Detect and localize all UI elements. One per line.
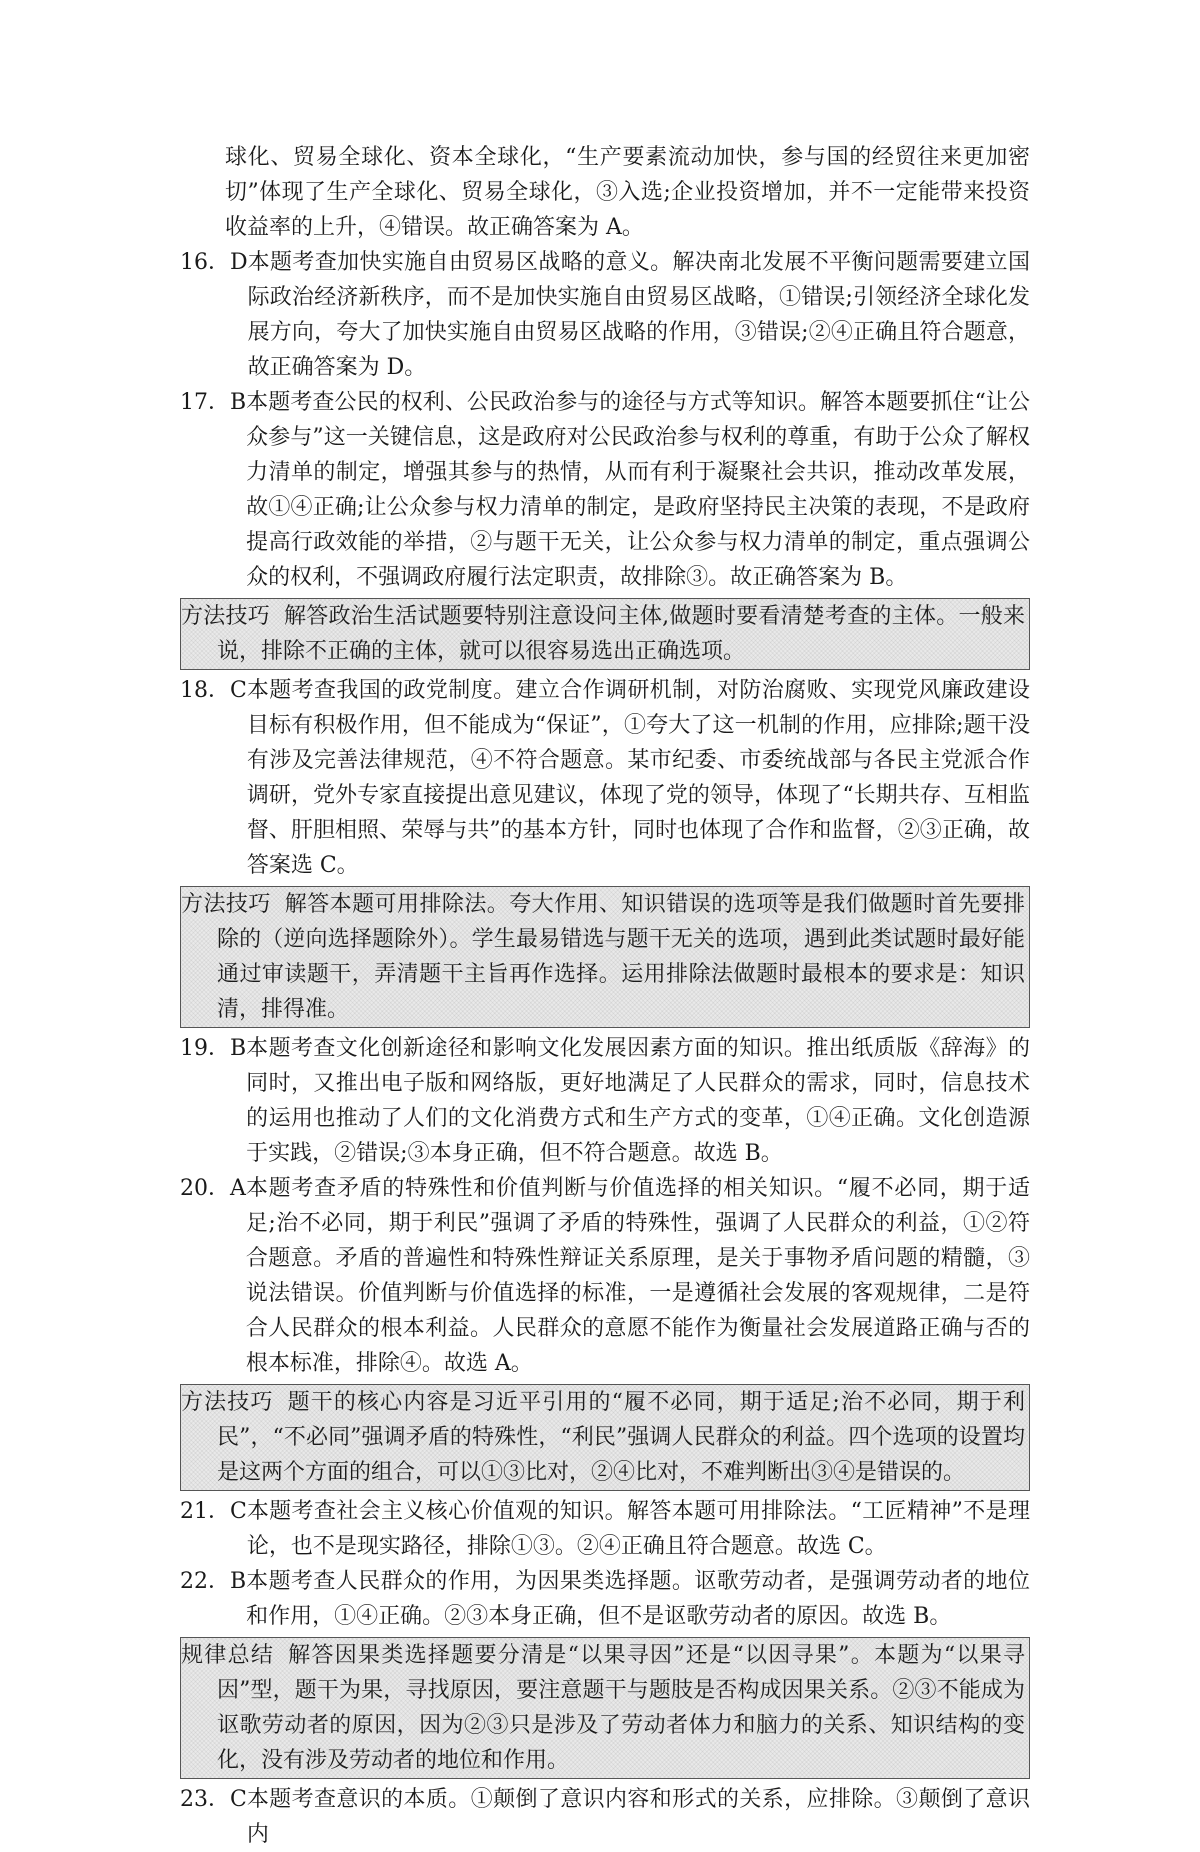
item-explanation: 本题考查文化创新途径和影响文化发展因素方面的知识。推出纸质版《辞海》的同时，又推出电子版和网络版，更好地满足了人民群众的需求，同时，信息技术的运用也推动了人们的文化消费方式和生产方式的变革，①④正确。文化创造源于实践，②错误;③本身正确，但不符合题意。故选 B。: [246, 1036, 1030, 1166]
item-number: 21．C: [180, 1499, 247, 1524]
item-number: 22．B: [180, 1569, 247, 1594]
answer-item-21: [180, 1494, 1030, 1564]
tip-label: 方法技巧: [181, 892, 271, 917]
answer-item-19: [180, 1031, 1030, 1171]
item-number: 17．B: [180, 390, 247, 415]
item-explanation: 本题考查我国的政党制度。建立合作调研机制，对防治腐败、实现党风廉政建设目标有积极作用，但不能成为“保证”，①夸大了这一机制的作用，应排除;题干没有涉及完善法律规范，④不符合题意。某市纪委、市委统战部与各民主党派合作调研，党外专家直接提出意见建议，体现了党的领导，体现了“长期共存、互相监督、肝胆相照、荣辱与共”的基本方针，同时也体现了合作和监督，②③正确，故答案选 C。: [246, 678, 1030, 878]
tip-label: 方法技巧: [181, 604, 270, 629]
item-explanation: 本题考查加快实施自由贸易区战略的意义。解决南北发展不平衡问题需要建立国际政治经济新秩序，而不是加快实施自由贸易区战略，①错误;引领经济全球化发展方向，夸大了加快实施自由贸易区战略的作用，③错误;②④正确且符合题意，故正确答案为 D。: [247, 250, 1030, 380]
item-number: 18．C: [180, 678, 247, 703]
item-explanation: 本题考查公民的权利、公民政治参与的途径与方式等知识。解答本题要抓住“让公众参与”这一关键信息，这是政府对公民政治参与权利的尊重，有助于公众了解权力清单的制定，增强其参与的热情，从而有利于凝聚社会共识，推动改革发展，故①④正确;让公众参与权力清单的制定，是政府坚持民主决策的表现，不是政府提高行政效能的举措，②与题干无关，让公众参与权力清单的制定，重点强调公众的权利，不强调政府履行法定职责，故排除③。故正确答案为 B。: [246, 390, 1030, 590]
item-explanation: 本题考查人民群众的作用，为因果类选择题。讴歌劳动者，是强调劳动者的地位和作用，①④正确。②③本身正确，但不是讴歌劳动者的原因。故选 B。: [246, 1569, 1030, 1629]
tip-text: 题干的核心内容是习近平引用的“履不必同，期于适足;治不必同，期于利民”，“不必同”强调矛盾的特殊性，“利民”强调人民群众的利益。四个选项的设置均是这两个方面的组合，可以①③比对，②④比对，不难判断出③④是错误的。: [217, 1390, 1025, 1485]
tip-text: 解答政治生活试题要特别注意设问主体,做题时要看清楚考查的主体。一般来说，排除不正确的主体，就可以很容易选出正确选项。: [217, 604, 1025, 664]
item-number: 19．B: [180, 1036, 247, 1061]
tip-label: 方法技巧: [181, 1390, 274, 1415]
tip-box: [180, 1384, 1030, 1491]
answer-item-20: [180, 1171, 1030, 1381]
page-content: [180, 140, 1030, 1852]
tip-box: [180, 598, 1030, 670]
item-explanation: 本题考查意识的本质。①颠倒了意识内容和形式的关系，应排除。③颠倒了意识内: [246, 1787, 1030, 1847]
answer-item-16: [180, 245, 1030, 385]
tip-text: 解答本题可用排除法。夸大作用、知识错误的选项等是我们做题时首先要排除的（逆向选择题除外）。学生最易错选与题干无关的选项，遇到此类试题时最好能通过审读题干，弄清题干主旨再作选择。运用排除法做题时最根本的要求是：知识清，排得准。: [217, 892, 1025, 1022]
answer-item-22: [180, 1564, 1030, 1634]
item-explanation: 本题考查矛盾的特殊性和价值判断与价值选择的相关知识。“履不必同，期于适足;治不必同，期于利民”强调了矛盾的特殊性，强调了人民群众的利益，①②符合题意。矛盾的普遍性和特殊性辩证关系原理，是关于事物矛盾问题的精髓，③说法错误。价值判断与价值选择的标准，一是遵循社会发展的客观规律，二是符合人民群众的根本利益。人民群众的意愿不能作为衡量社会发展道路正确与否的根本标准，排除④。故选 A。: [245, 1176, 1030, 1376]
tip-box: [180, 1637, 1030, 1779]
tip-box: [180, 886, 1030, 1028]
item-number: 20．A: [180, 1176, 246, 1201]
item-explanation: 本题考查社会主义核心价值观的知识。解答本题可用排除法。“工匠精神”不是理论，也不是现实路径，排除①③。②④正确且符合题意。故选 C。: [246, 1499, 1030, 1559]
answer-item-17: [180, 385, 1030, 595]
tip-text: 解答因果类选择题要分清是“以果寻因”还是“以因寻果”。本题为“以果寻因”型，题干为果，寻找原因，要注意题干与题肢是否构成因果关系。②③不能成为讴歌劳动者的原因，因为②③只是涉及了劳动者体力和脑力的关系、知识结构的变化，没有涉及劳动者的地位和作用。: [217, 1643, 1025, 1773]
tip-label: 规律总结: [181, 1643, 275, 1668]
item-number: 23．C: [180, 1787, 247, 1812]
answer-item-23: [180, 1782, 1030, 1852]
intro-paragraph: 球化、贸易全球化、资本全球化，“生产要素流动加快，参与国的经贸往来更加密切”体现了生产全球化、贸易全球化，③入选;企业投资增加，并不一定能带来投资收益率的上升，④错误。故正确答案为 A。: [225, 145, 1030, 240]
item-number: 16．D: [180, 250, 248, 275]
answer-item-18: [180, 673, 1030, 883]
